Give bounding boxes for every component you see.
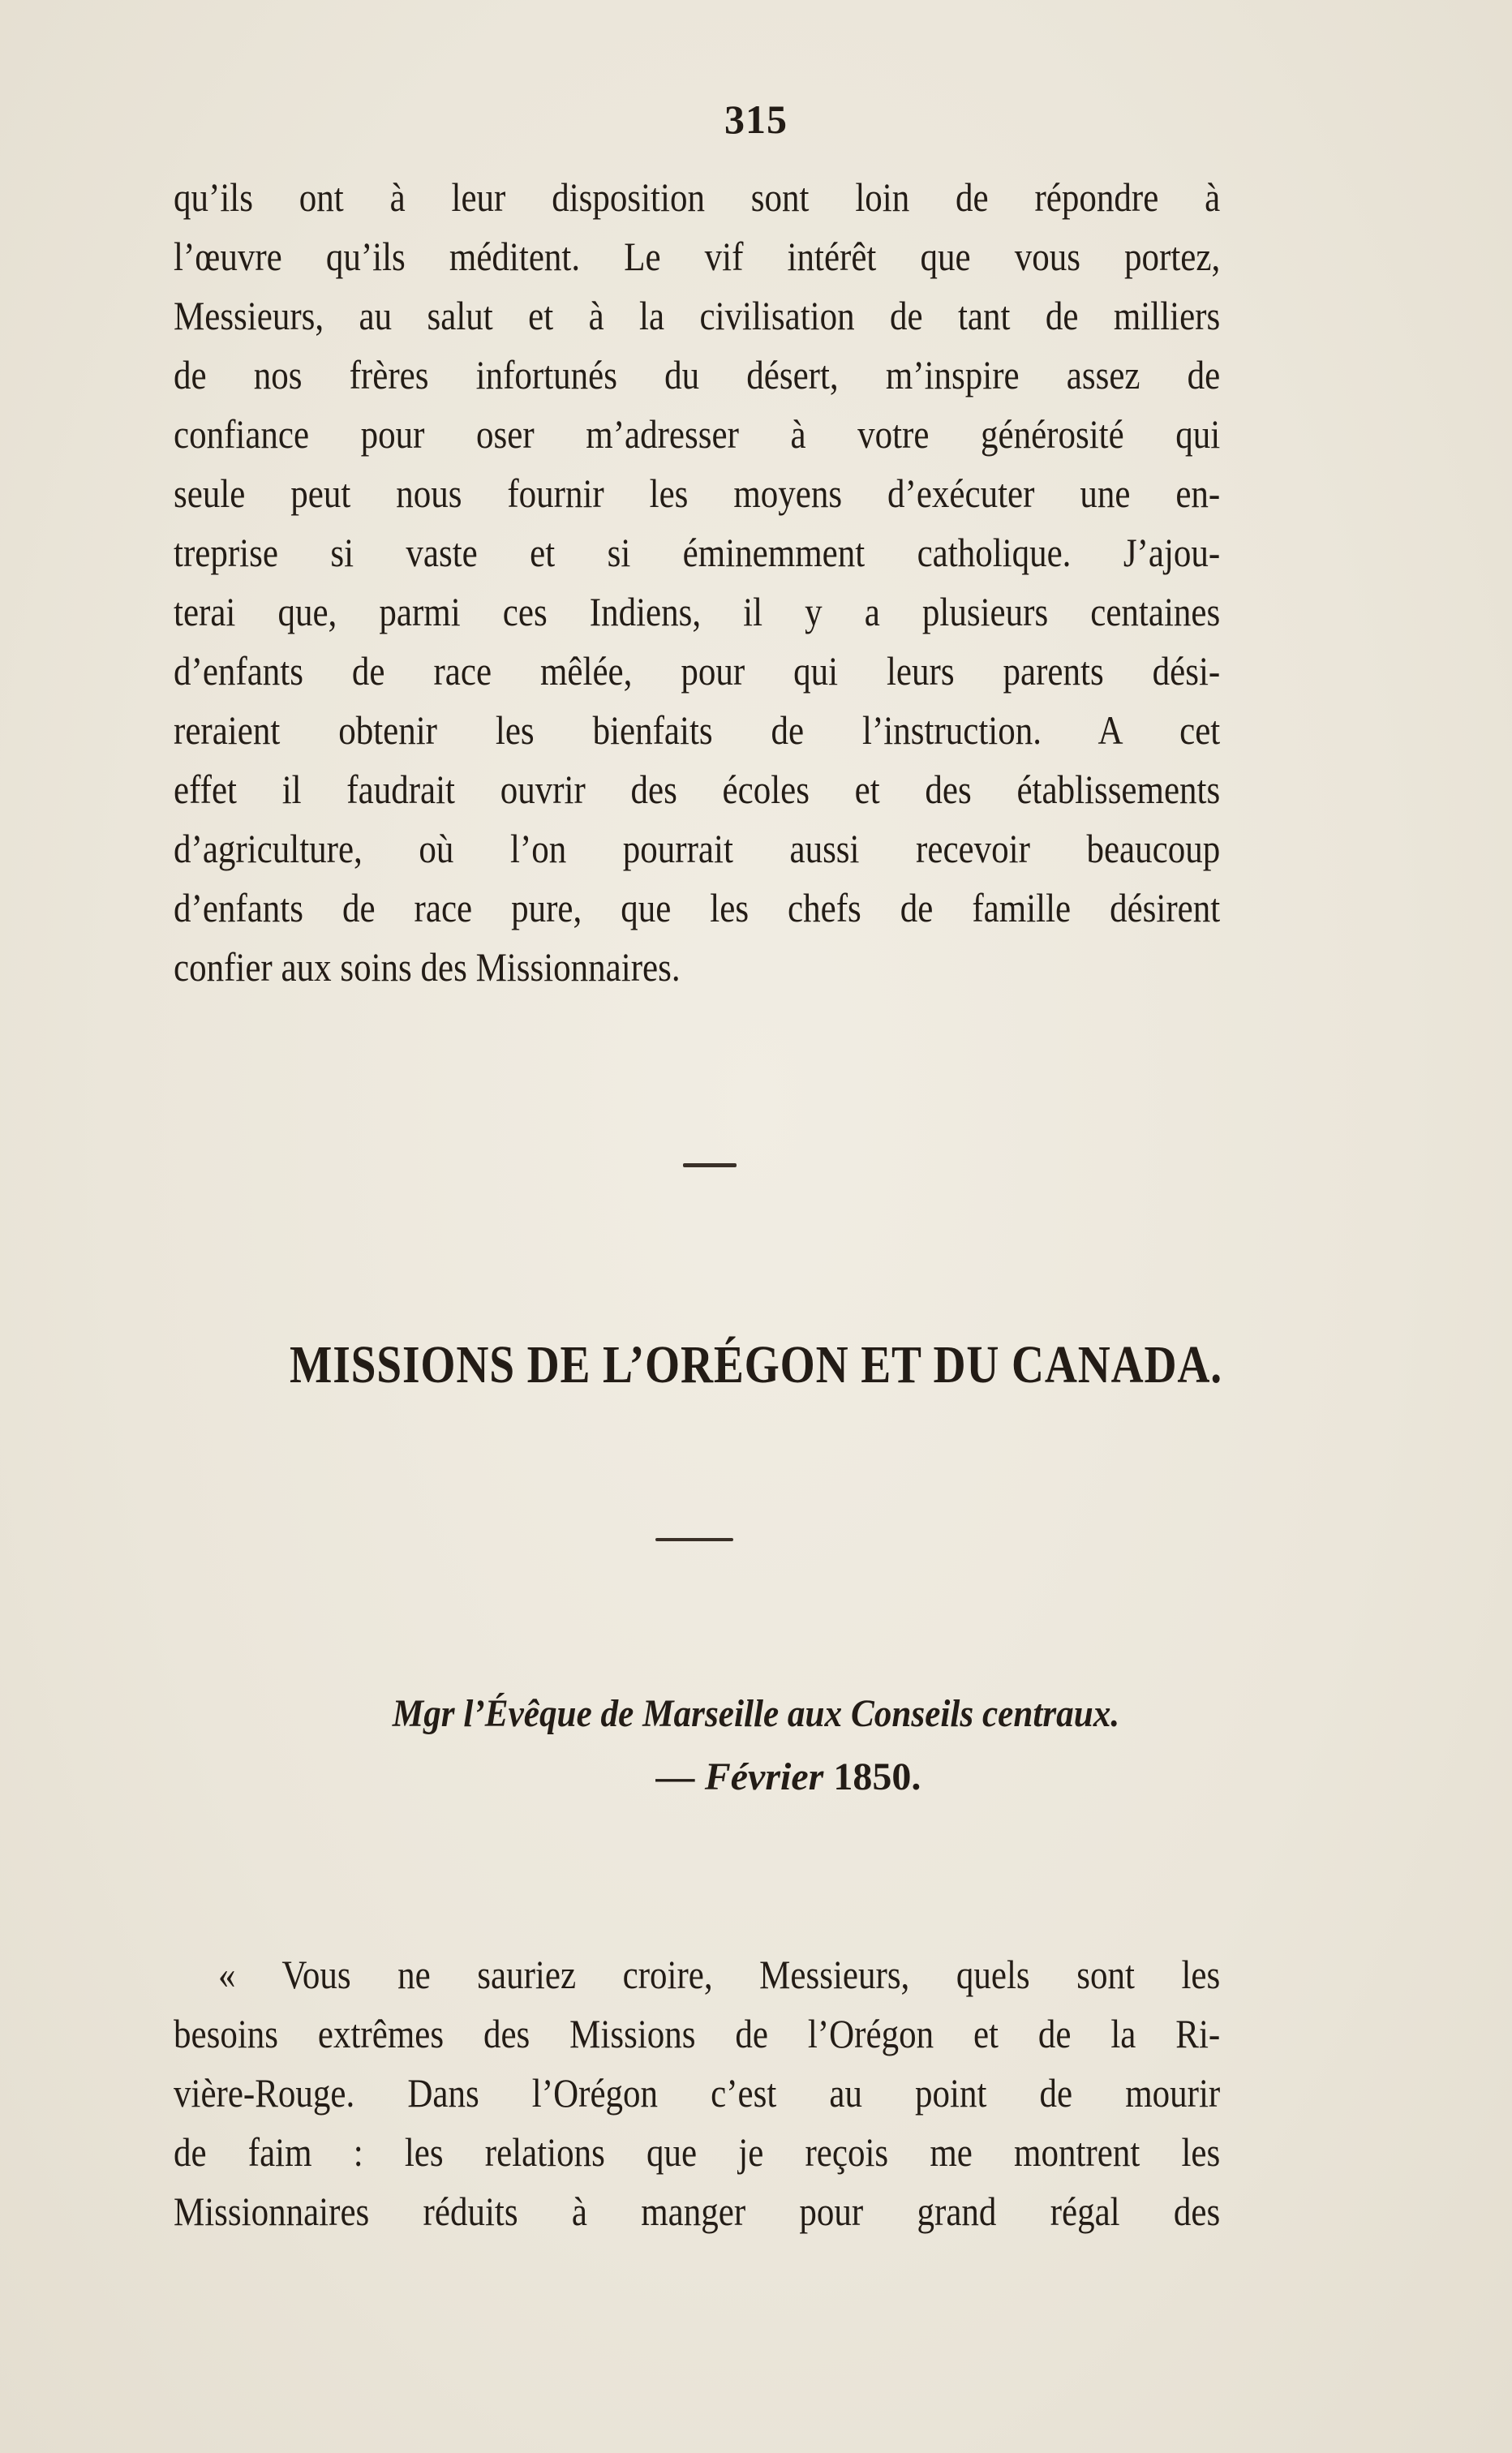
letter-date-month: — Février: [655, 1755, 824, 1798]
text-line: confiance pour oser m’adresser à votre générosité qui: [174, 411, 1221, 457]
text-line: qu’ils ont à leur disposition sont loin de répondre à: [174, 174, 1221, 220]
paragraph-letter: [174, 1945, 1220, 2241]
text-line: vière-Rouge. Dans l’Orégon c’est au point de mourir: [174, 2070, 1221, 2116]
divider-rule: [683, 1163, 737, 1167]
text-line: Missionnaires réduits à manger pour grand régal des: [174, 2189, 1221, 2234]
text-line: reraient obtenir les bienfaits de l’instruction. A cet: [174, 707, 1221, 753]
paragraph-continued: [174, 168, 1220, 997]
page-number: 315: [724, 97, 788, 142]
text-line: d’enfants de race pure, que les chefs de famille désirent: [174, 885, 1221, 930]
text-line: l’œuvre qu’ils méditent. Le vif intérêt que vous portez,: [174, 234, 1221, 279]
text-line: d’agriculture, où l’on pourrait aussi recevoir beaucoup: [174, 826, 1221, 871]
text-line: treprise si vaste et si éminemment catholique. J’ajou-: [174, 530, 1221, 575]
text-line: « Vous ne sauriez croire, Messieurs, quels sont les: [218, 1952, 1221, 1997]
letter-date: [32, 1755, 1512, 1799]
text-line: terai que, parmi ces Indiens, il y a plusieurs centaines: [174, 589, 1221, 634]
text-line: besoins extrêmes des Missions de l’Orégon et de la Ri-: [174, 2011, 1221, 2056]
text-line: Messieurs, au salut et à la civilisation de tant de milliers: [174, 293, 1221, 338]
text-line: d’enfants de race mêlée, pour qui leurs parents dési-: [174, 648, 1221, 694]
text-line: seule peut nous fournir les moyens d’exécuter une en-: [174, 470, 1221, 516]
text-line: confier aux soins des Missionnaires.: [174, 944, 681, 990]
divider-rule: [655, 1538, 733, 1541]
letter-date-year: 1850.: [833, 1755, 921, 1798]
letter-heading: Mgr l’Évêque de Marseille aux Conseils centraux.: [392, 1692, 1120, 1735]
text-line: de nos frères infortunés du désert, m’inspire assez de: [174, 352, 1221, 397]
text-line: de faim : les relations que je reçois me montrent les: [174, 2129, 1221, 2175]
section-title: MISSIONS DE L’ORÉGON ET DU CANADA.: [290, 1335, 1222, 1394]
text-line: effet il faudrait ouvrir des écoles et des établissements: [174, 767, 1221, 812]
